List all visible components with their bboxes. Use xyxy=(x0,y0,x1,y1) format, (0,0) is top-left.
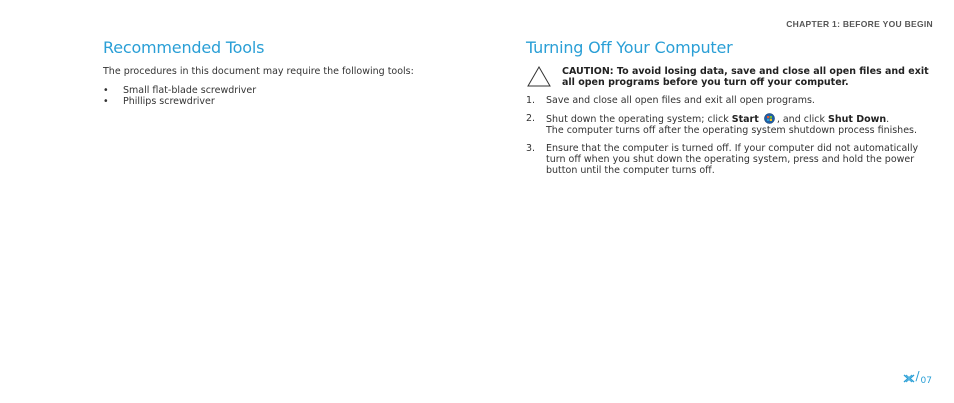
step-text-mid: , and click xyxy=(776,114,828,125)
tools-intro-text: The procedures in this document may require the following tools: xyxy=(103,66,414,77)
bullet-icon: • xyxy=(103,85,109,96)
page-footer xyxy=(903,369,933,386)
shutdown-steps xyxy=(526,95,936,176)
list-item xyxy=(526,143,936,176)
list-item xyxy=(526,95,936,106)
step-note: The computer turns off after the operating system shutdown process finishes. xyxy=(546,125,918,136)
step-text-pre: Shut down the operating system; click xyxy=(546,114,732,125)
step-number: 3. xyxy=(526,143,536,154)
recommended-tools-section xyxy=(103,38,473,107)
shutdown-label: Shut Down xyxy=(828,114,887,125)
list-item xyxy=(103,85,473,96)
page-slash: / xyxy=(915,369,920,383)
tool-label: Small flat-blade screwdriver xyxy=(123,85,257,96)
turning-off-heading: Turning Off Your Computer xyxy=(526,38,733,57)
turning-off-section xyxy=(526,38,936,183)
recommended-tools-heading: Recommended Tools xyxy=(103,38,265,57)
warning-triangle-icon xyxy=(527,66,551,87)
alienware-logo-icon xyxy=(903,374,915,383)
bullet-icon: • xyxy=(103,96,109,107)
step-number: 2. xyxy=(526,113,536,124)
step-text: Ensure that the computer is turned off. If your computer did not automatically turn off when you shut down the operating system, press and hold the power button until the computer turns off. xyxy=(546,143,919,176)
step-text: Save and close all open files and exit all open programs. xyxy=(546,95,815,106)
start-label: Start xyxy=(731,114,759,125)
tool-label: Phillips screwdriver xyxy=(123,96,215,107)
windows-start-orb-icon xyxy=(764,113,775,124)
step-text-post: . xyxy=(886,114,890,125)
list-item xyxy=(103,96,473,107)
page-number: 07 xyxy=(920,376,932,386)
step-number: 1. xyxy=(526,95,536,106)
list-item xyxy=(526,113,936,136)
caution-notice xyxy=(526,66,936,90)
chapter-header: CHAPTER 1: BEFORE YOU BEGIN xyxy=(786,19,933,29)
tools-list xyxy=(103,85,473,107)
caution-text: CAUTION: To avoid losing data, save and close all open files and exit all open programs before you turn off your computer. xyxy=(562,66,929,88)
